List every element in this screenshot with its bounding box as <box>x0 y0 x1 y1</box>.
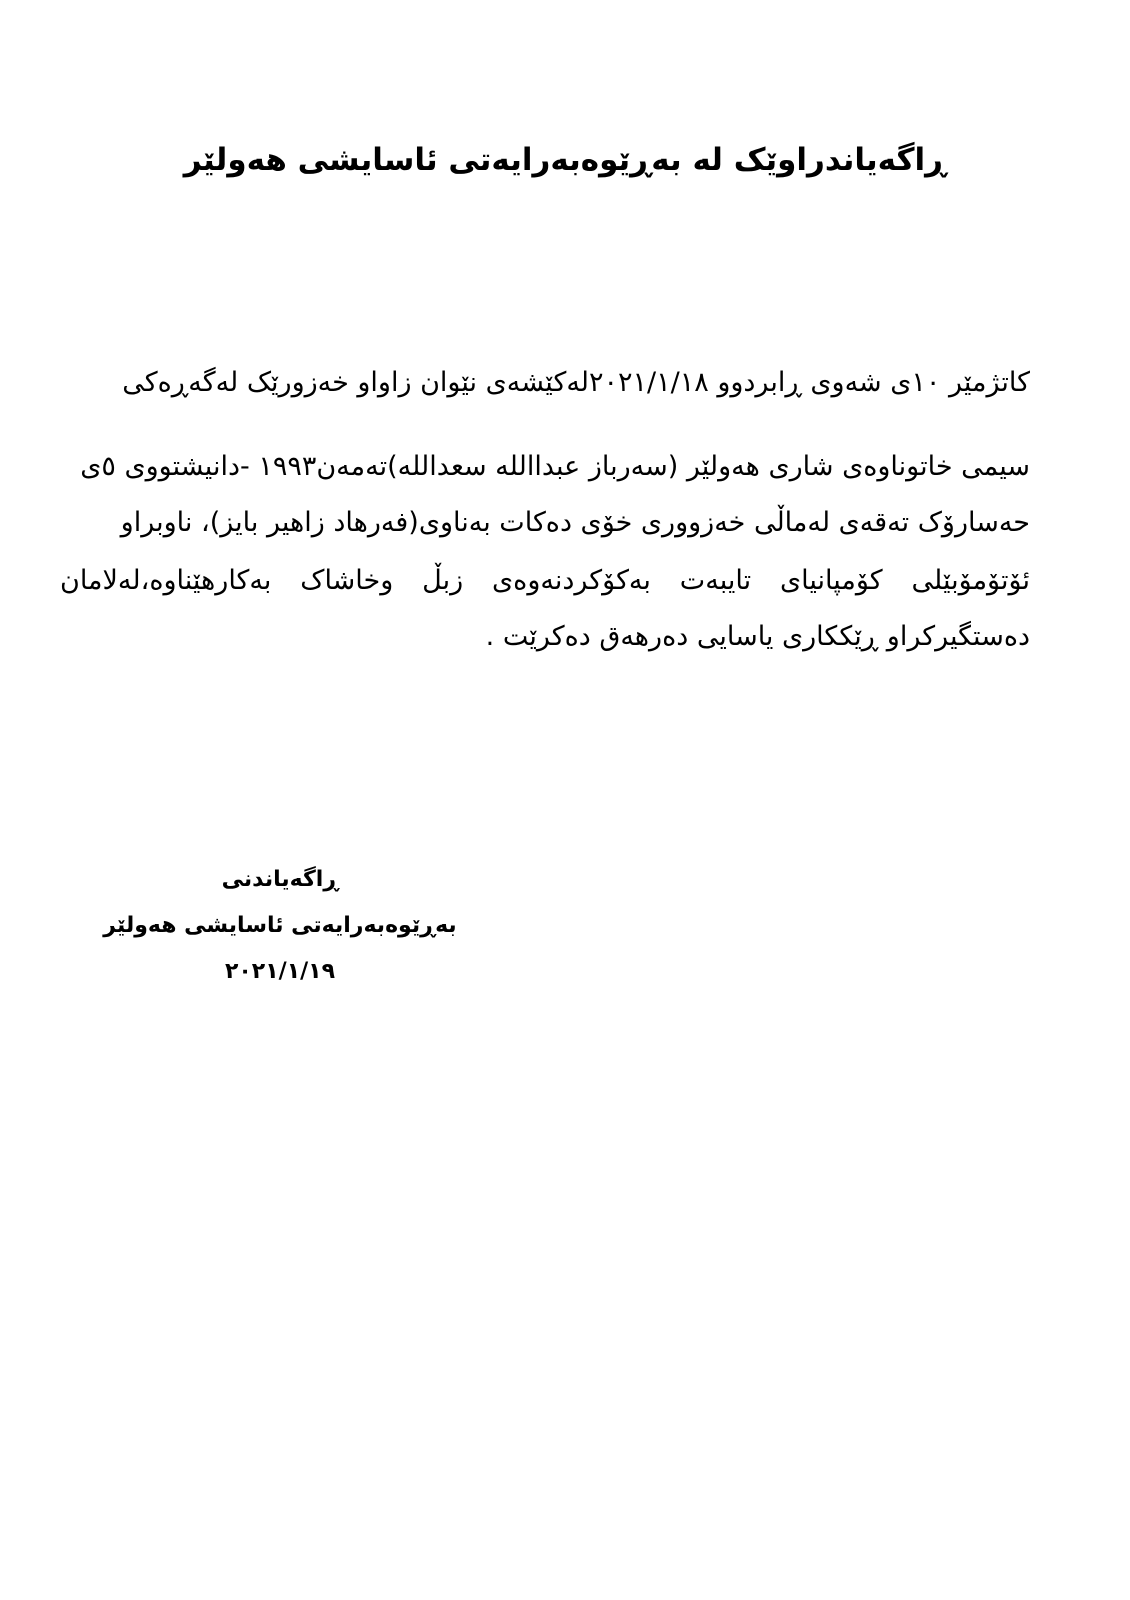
signature-label: ڕاگەیاندنی <box>221 867 339 892</box>
signature-block <box>100 857 460 995</box>
body-line-3: حەسارۆک تەقەی لەماڵی خەزووری خۆی دەکات بەناوی(فەرهاد زاهیر بایز)، ناوبراو <box>120 507 1030 538</box>
body-line-5: دەستگیرکراو ڕێککاری یاسایی دەرهەق دەکرێت . <box>485 621 1030 652</box>
signature-organization: بەڕێوەبەرایەتی ئاسایشی هەولێر <box>103 913 457 938</box>
body-line-4: ئۆتۆمۆبێلی کۆمپانیای تایبەت بەکۆکردنەوەی زبڵ وخاشاک بەکارهێناوە،لەلامان <box>60 565 1030 596</box>
body-line-1: کاتژمێر ١٠ی شەوی ڕابردوو ٢٠٢١/١/١٨لەکێشەی نێوان زاواو خەزورێک لەگەڕەکی <box>122 367 1030 398</box>
document-title: ڕاگەیاندراوێک لە بەڕێوەبەرایەتی ئاسایشی هەولێر <box>183 142 947 178</box>
body-line-2: سیمی خاتوناوەی شاری هەولێر (سەرباز عبداالله سعدالله)تەمەن١٩٩٣ -دانیشتووی ٥ی <box>80 451 1030 482</box>
signature-date: ٢٠٢١/١/١٩ <box>224 959 336 984</box>
